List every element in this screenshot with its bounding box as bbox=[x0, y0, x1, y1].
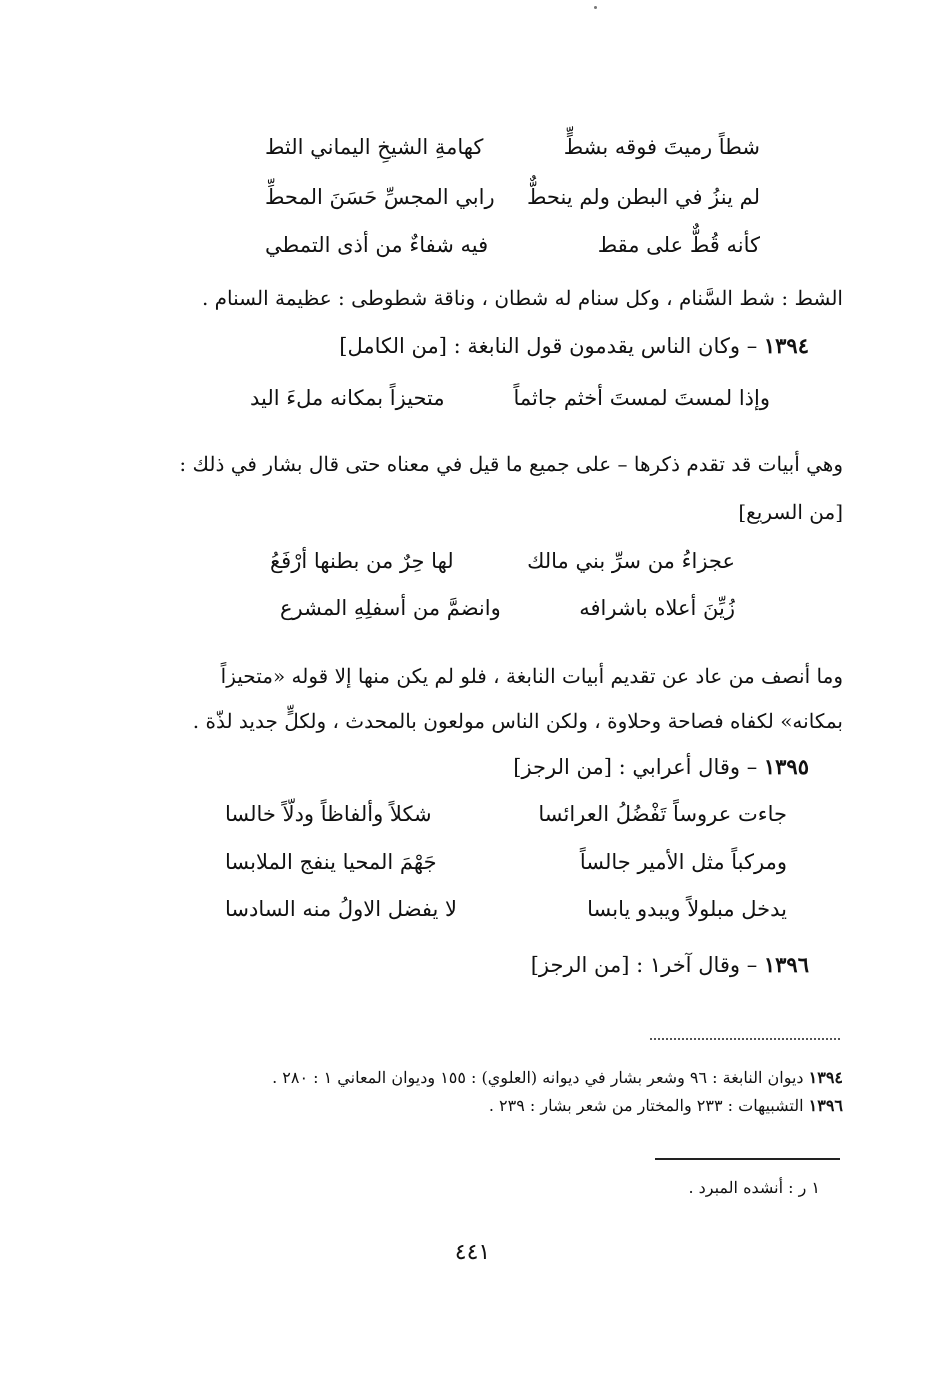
verse-1394-second-hemistich: متحيزاً بمكانه ملءَ اليد bbox=[250, 386, 445, 410]
paragraph-1-line2: [من السريع] bbox=[738, 500, 843, 524]
entry-number: ١٣٩٦ bbox=[763, 952, 809, 977]
entry-text: – وكان الناس يقدمون قول النابغة : [من الكامل] bbox=[339, 334, 764, 358]
source-text: ديوان النابغة : ٩٦ وشعر بشار في ديوانه (العلوي) : ١٥٥ وديوان المعاني ١ : ٢٨٠ . bbox=[272, 1068, 809, 1087]
poem3-line1-second-hemistich: شكلاً وألفاظاً ودلّاً خالسا bbox=[225, 802, 432, 826]
source-1394 bbox=[272, 1068, 843, 1087]
scan-speck bbox=[594, 6, 597, 9]
entry-1396-heading bbox=[531, 952, 809, 977]
poem1-line2-first-hemistich: لم ينزُ في البطن ولم ينحطٌّ bbox=[526, 185, 760, 209]
verse-1394-first-hemistich: وإذا لمستَ لمستَ أخثم جاثماً bbox=[513, 386, 770, 410]
poem3-line3-first-hemistich: يدخل مبلولاً ويبدو يابسا bbox=[587, 897, 787, 921]
source-text: التشبيهات : ٢٣٣ والمختار من شعر بشار : ٢٣٩ . bbox=[488, 1096, 809, 1115]
paragraph-1-line1: وهي أبيات قد تقدم ذكرها – على جميع ما قيل في معناه حتى قال بشار في ذلك : bbox=[179, 452, 843, 476]
poem2-line1-second-hemistich: لها حِرٌ من بطنها أرْفَعُ bbox=[270, 549, 454, 573]
entry-text: – وقال أعرابي : [من الرجز] bbox=[513, 755, 764, 779]
entry-1395-heading bbox=[513, 754, 809, 779]
source-number: ١٣٩٤ bbox=[808, 1068, 843, 1087]
poem3-line2-second-hemistich: جَهْمَ المحيا ينفج الملابسا bbox=[225, 850, 437, 874]
entry-1394-heading bbox=[339, 333, 809, 358]
poem3-line3-second-hemistich: لا يفضل الاولُ منه السادسا bbox=[225, 897, 458, 921]
entry-text: – وقال آخر١ : [من الرجز] bbox=[530, 953, 764, 977]
source-number: ١٣٩٦ bbox=[808, 1096, 843, 1115]
poem1-line1-second-hemistich: كهامةِ الشيخِ اليماني الثط bbox=[265, 135, 484, 159]
poem2-line2-second-hemistich: وانضمَّ من أسفلِهِ المشرع bbox=[280, 596, 501, 620]
source-1396 bbox=[489, 1096, 843, 1115]
page-number: ٤٤١ bbox=[454, 1240, 491, 1265]
footnote: ١ ر : أنشده المبرد . bbox=[688, 1178, 820, 1197]
poem1-line3-second-hemistich: فيه شفاءٌ من أذى التمطي bbox=[265, 233, 489, 257]
entry-number: ١٣٩٤ bbox=[763, 333, 809, 358]
poem2-line2-first-hemistich: زُيِّنَ أعلاه باشرافه bbox=[579, 596, 735, 620]
sources-divider bbox=[650, 1038, 840, 1040]
poem3-line2-first-hemistich: ومركباً مثل الأمير جالساً bbox=[579, 850, 787, 874]
paragraph-2-line1: وما أنصف من عاد عن تقديم أبيات النابغة ، فلو لم يكن منها إلا قوله «متحيزاً bbox=[220, 664, 843, 688]
entry-number: ١٣٩٥ bbox=[763, 754, 809, 779]
paragraph-2-line2: بمكانه» لكفاه فصاحة وحلاوة ، ولكن الناس مولعون بالمحدث ، ولكلٍّ جديد لذّة . bbox=[192, 709, 843, 733]
poem3-line1-first-hemistich: جاءت عروساً تَفْضُلُ العرائسا bbox=[538, 802, 787, 826]
poem1-line2-second-hemistich: رابي المجسِّ حَسَنَ المحطِّ bbox=[265, 185, 495, 209]
poem1-line1-first-hemistich: شطاً رميتَ فوقه بشطٍّ bbox=[563, 135, 760, 159]
gloss-paragraph: الشط : شط السَّنام ، وكل سنام له شطان ، وناقة شطوطى : عظيمة السنام . bbox=[201, 286, 843, 310]
poem2-line1-first-hemistich: عجزاءُ من سرِّ بني مالك bbox=[527, 549, 735, 573]
footnote-divider bbox=[655, 1158, 840, 1160]
poem1-line3-first-hemistich: كأنه قُطٌّ على مقط bbox=[597, 233, 760, 257]
